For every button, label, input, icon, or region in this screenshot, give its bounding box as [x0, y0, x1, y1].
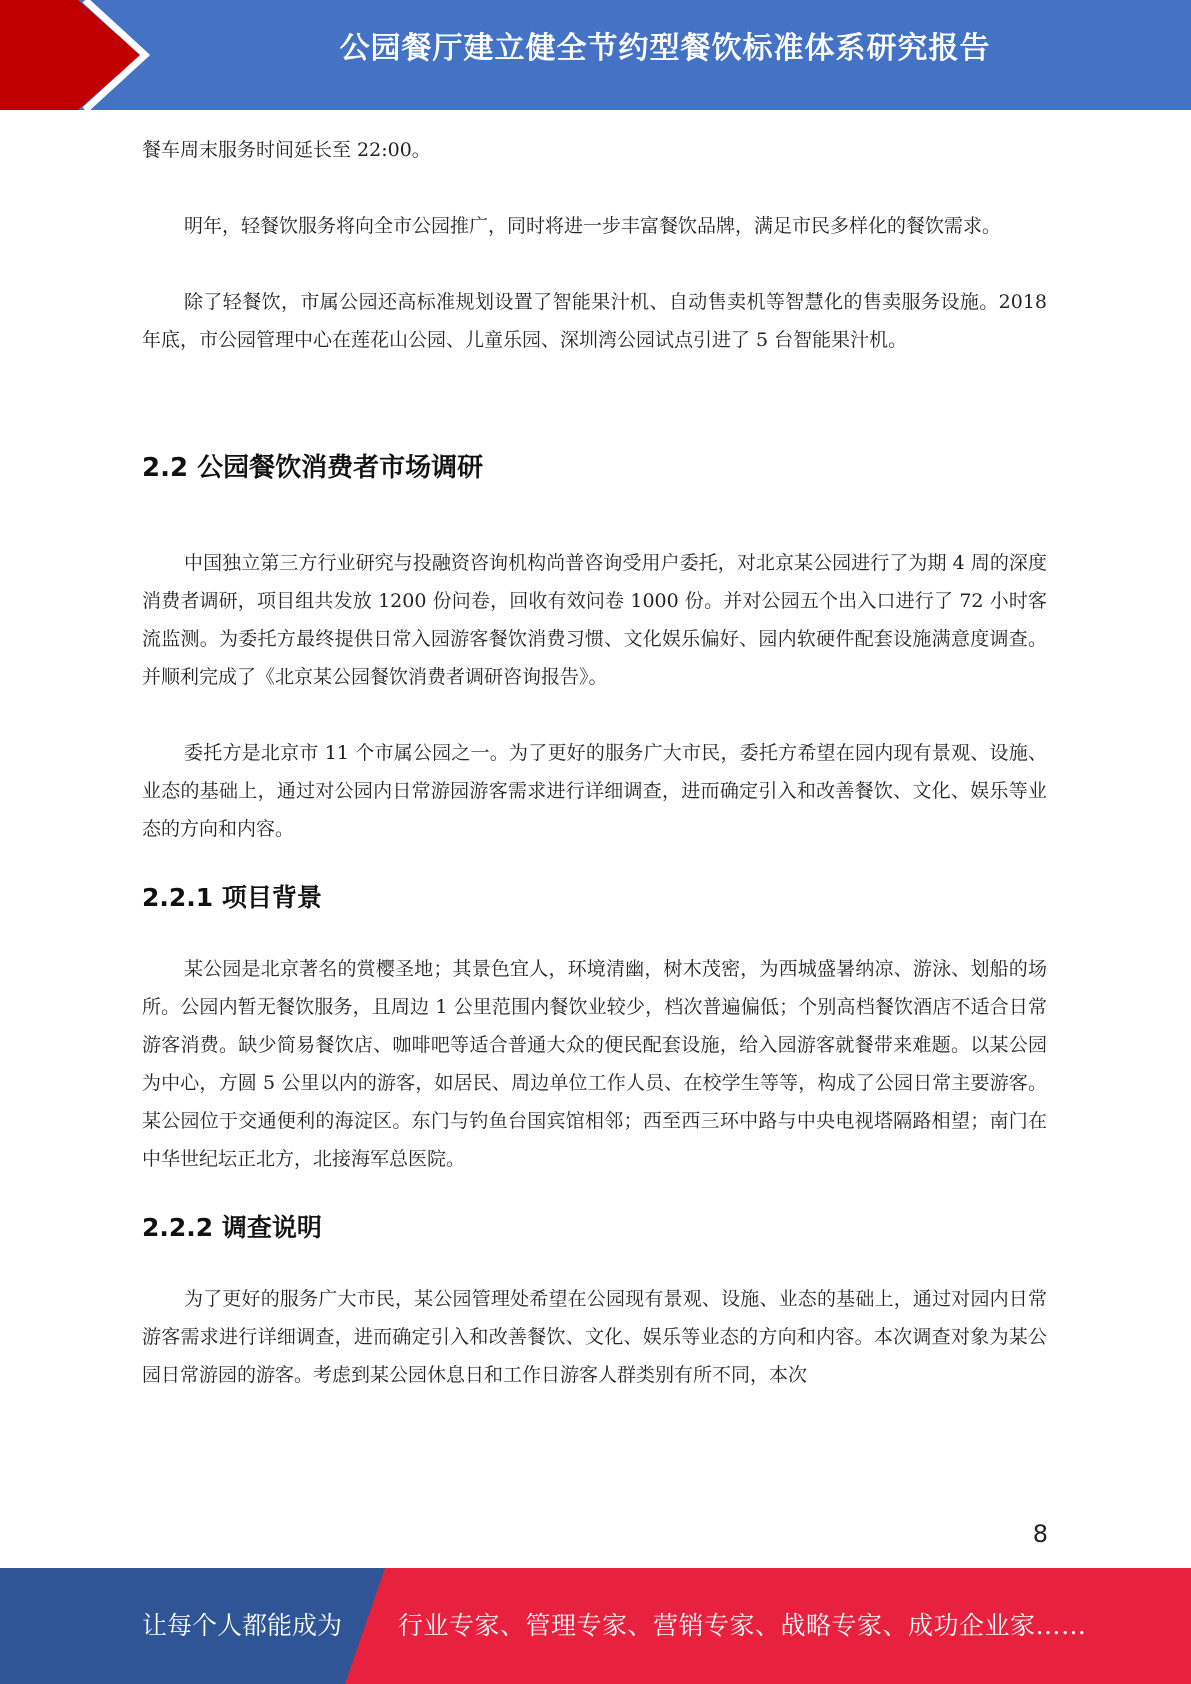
- page-footer: [0, 1568, 1191, 1684]
- page-header: [0, 0, 1191, 110]
- section-heading-2-2-1: 2.2.1 项目背景: [142, 883, 322, 912]
- header-chevron-decoration: [0, 0, 160, 110]
- paragraph: 明年，轻餐饮服务将向全市公园推广，同时将进一步丰富餐饮品牌，满足市民多样化的餐饮需求。: [184, 215, 1002, 237]
- paragraph: 中国独立第三方行业研究与投融资咨询机构尚普咨询受用户委托，对北京某公园进行了为期 4 周的深度消费者调研，项目组共发放 1200 份问卷，回收有效问卷 1000 份。并对公园五个出入口进行了 72 小时客流监测。为委托方最终提供日常入园游客餐饮消费习惯、文化娱乐偏好、园内软硬件配套设施满意度调查。并顺利完成了《北京某公园餐饮消费者调研咨询报告》。: [142, 552, 1047, 688]
- page-number: 8: [1032, 1520, 1048, 1548]
- footer-slogan-left: 让每个人都能成为: [142, 1611, 343, 1640]
- document-title: 公园餐厅建立健全节约型餐饮标准体系研究报告: [339, 31, 991, 66]
- paragraph: 委托方是北京市 11 个市属公园之一。为了更好的服务广大市民，委托方希望在园内现有景观、设施、业态的基础上，通过对公园内日常游园游客需求进行详细调查，进而确定引入和改善餐饮、文化、娱乐等业态的方向和内容。: [142, 742, 1047, 840]
- section-heading-2-2: 2.2 公园餐饮消费者市场调研: [142, 453, 484, 483]
- section-heading-2-2-2: 2.2.2 调查说明: [142, 1213, 322, 1242]
- paragraph: 为了更好的服务广大市民，某公园管理处希望在公园现有景观、设施、业态的基础上，通过对园内日常游客需求进行详细调查，进而确定引入和改善餐饮、文化、娱乐等业态的方向和内容。本次调查对象为某公园日常游园的游客。考虑到某公园休息日和工作日游客人群类别有所不同，本次: [142, 1288, 1047, 1386]
- paragraph: 某公园是北京著名的赏樱圣地；其景色宜人，环境清幽，树木茂密，为西城盛暑纳凉、游泳、划船的场所。公园内暂无餐饮服务，且周边 1 公里范围内餐饮业较少，档次普遍偏低；个别高档餐饮酒店不适合日常游客消费。缺少简易餐饮店、咖啡吧等适合普通大众的便民配套设施，给入园游客就餐带来难题。以某公园为中心，方圆 5 公里以内的游客，如居民、周边单位工作人员、在校学生等等，构成了公园日常主要游客。某公园位于交通便利的海淀区。东门与钓鱼台国宾馆相邻；西至西三环中路与中央电视塔隔路相望；南门在中华世纪坛正北方，北接海军总医院。: [142, 958, 1047, 1170]
- paragraph: 除了轻餐饮，市属公园还高标准规划设置了智能果汁机、自动售卖机等智慧化的售卖服务设施。2018 年底，市公园管理中心在莲花山公园、儿童乐园、深圳湾公园试点引进了 5 台智能果汁机。: [142, 291, 1047, 351]
- paragraph: 餐车周末服务时间延长至 22:00。: [142, 139, 431, 161]
- page-content: [142, 131, 1047, 1394]
- footer-slogan-right: 行业专家、管理专家、营销专家、战略专家、成功企业家……: [398, 1611, 1087, 1640]
